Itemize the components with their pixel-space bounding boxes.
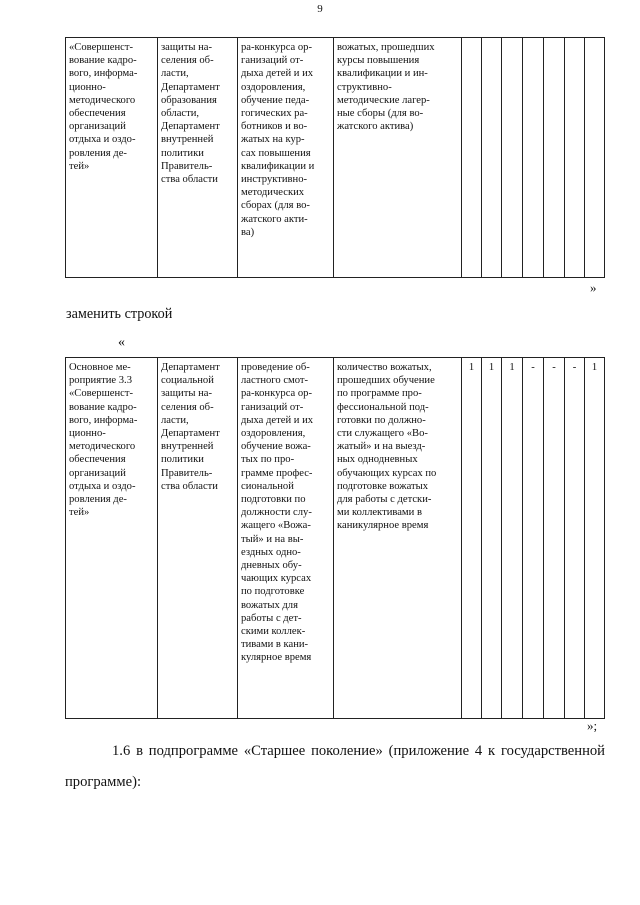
new-row-closing-mark: »; [587, 718, 598, 733]
new-row-executor-cell: Департамент социальной защиты на- селения об- ласти, Департамент внутренней политики Правитель- ства области [158, 358, 238, 719]
old-row-indicator-cell: вожатых, прошедших курсы повышения квалификации и ин- структивно- методические лагер- ные сборы (для во- жатского актива) [334, 38, 462, 278]
old-row-closing-mark: » [590, 280, 597, 295]
old-row-table [65, 37, 605, 278]
old-row-measure-cell: «Совершенст- вование кадро- вого, информа- ционно- методического обеспечения организаций отдыха и оздо- ровления де- тей» [66, 38, 158, 278]
new-row-measure-cell: Основное ме- роприятие 3.3 «Совершенст- вование кадро- вого, информа- ционно- методического обеспечения организаций отдыха и оздо- ровления де- тей» [66, 358, 158, 719]
opening-quote: « [118, 335, 125, 350]
new-row-table [65, 357, 605, 719]
old-row-value-cell [502, 38, 523, 278]
old-row-value-cell [585, 38, 605, 278]
replace-instruction: заменить строкой [66, 306, 173, 322]
old-row-value-cell [565, 38, 585, 278]
old-row-value-cell [544, 38, 565, 278]
page-number: 9 [317, 3, 323, 15]
old-row-value-cell [523, 38, 544, 278]
new-row-indicator-cell: количество вожатых, прошедших обучение по программе про- фессиональной под- готовки по должно- сти служащего «Во- жатый» и на выезд- ных однодневных обучающих курсах по подготовке вожатых для работы с детски- ми коллективами в каникулярное время [334, 358, 462, 719]
new-row-value-cell: 1 [585, 358, 605, 719]
old-row-activity-cell: ра-конкурса ор- ганизаций от- дыха детей и их оздоровления, обучение педа- гогических ра- ботников и во- жатых на кур- сах повышения квалификации и инструктивно- методических сборах (для во- жатского акти- ва) [238, 38, 334, 278]
new-row-value-cell: 1 [462, 358, 482, 719]
new-row-activity-cell: проведение об- ластного смот- ра-конкурса ор- ганизаций от- дыха детей и их оздоровления, обучение вожа- тых по про- грамме профес- сиональной подготовки по должности слу- жащего «Вожа- тый» и на вы- ездных одно- дневных обу- чающих курсах по подготовке вожатых для работы с дет- скими коллек- тивами в кани- кулярное время [238, 358, 334, 719]
new-row-value-cell: 1 [482, 358, 502, 719]
subprogram-paragraph: 1.6 в подпрограмме «Старшее поколение» (приложение 4 к государственной программе): [65, 743, 605, 790]
new-row-value-cell: - [565, 358, 585, 719]
new-row-value-cell: 1 [502, 358, 523, 719]
new-row-value-cell: - [523, 358, 544, 719]
new-row-value-cell: - [544, 358, 565, 719]
old-row-executor-cell: защиты на- селения об- ласти, Департамент образования области, Департамент внутренней политики Правитель- ства области [158, 38, 238, 278]
old-row-value-cell [482, 38, 502, 278]
old-row-value-cell [462, 38, 482, 278]
